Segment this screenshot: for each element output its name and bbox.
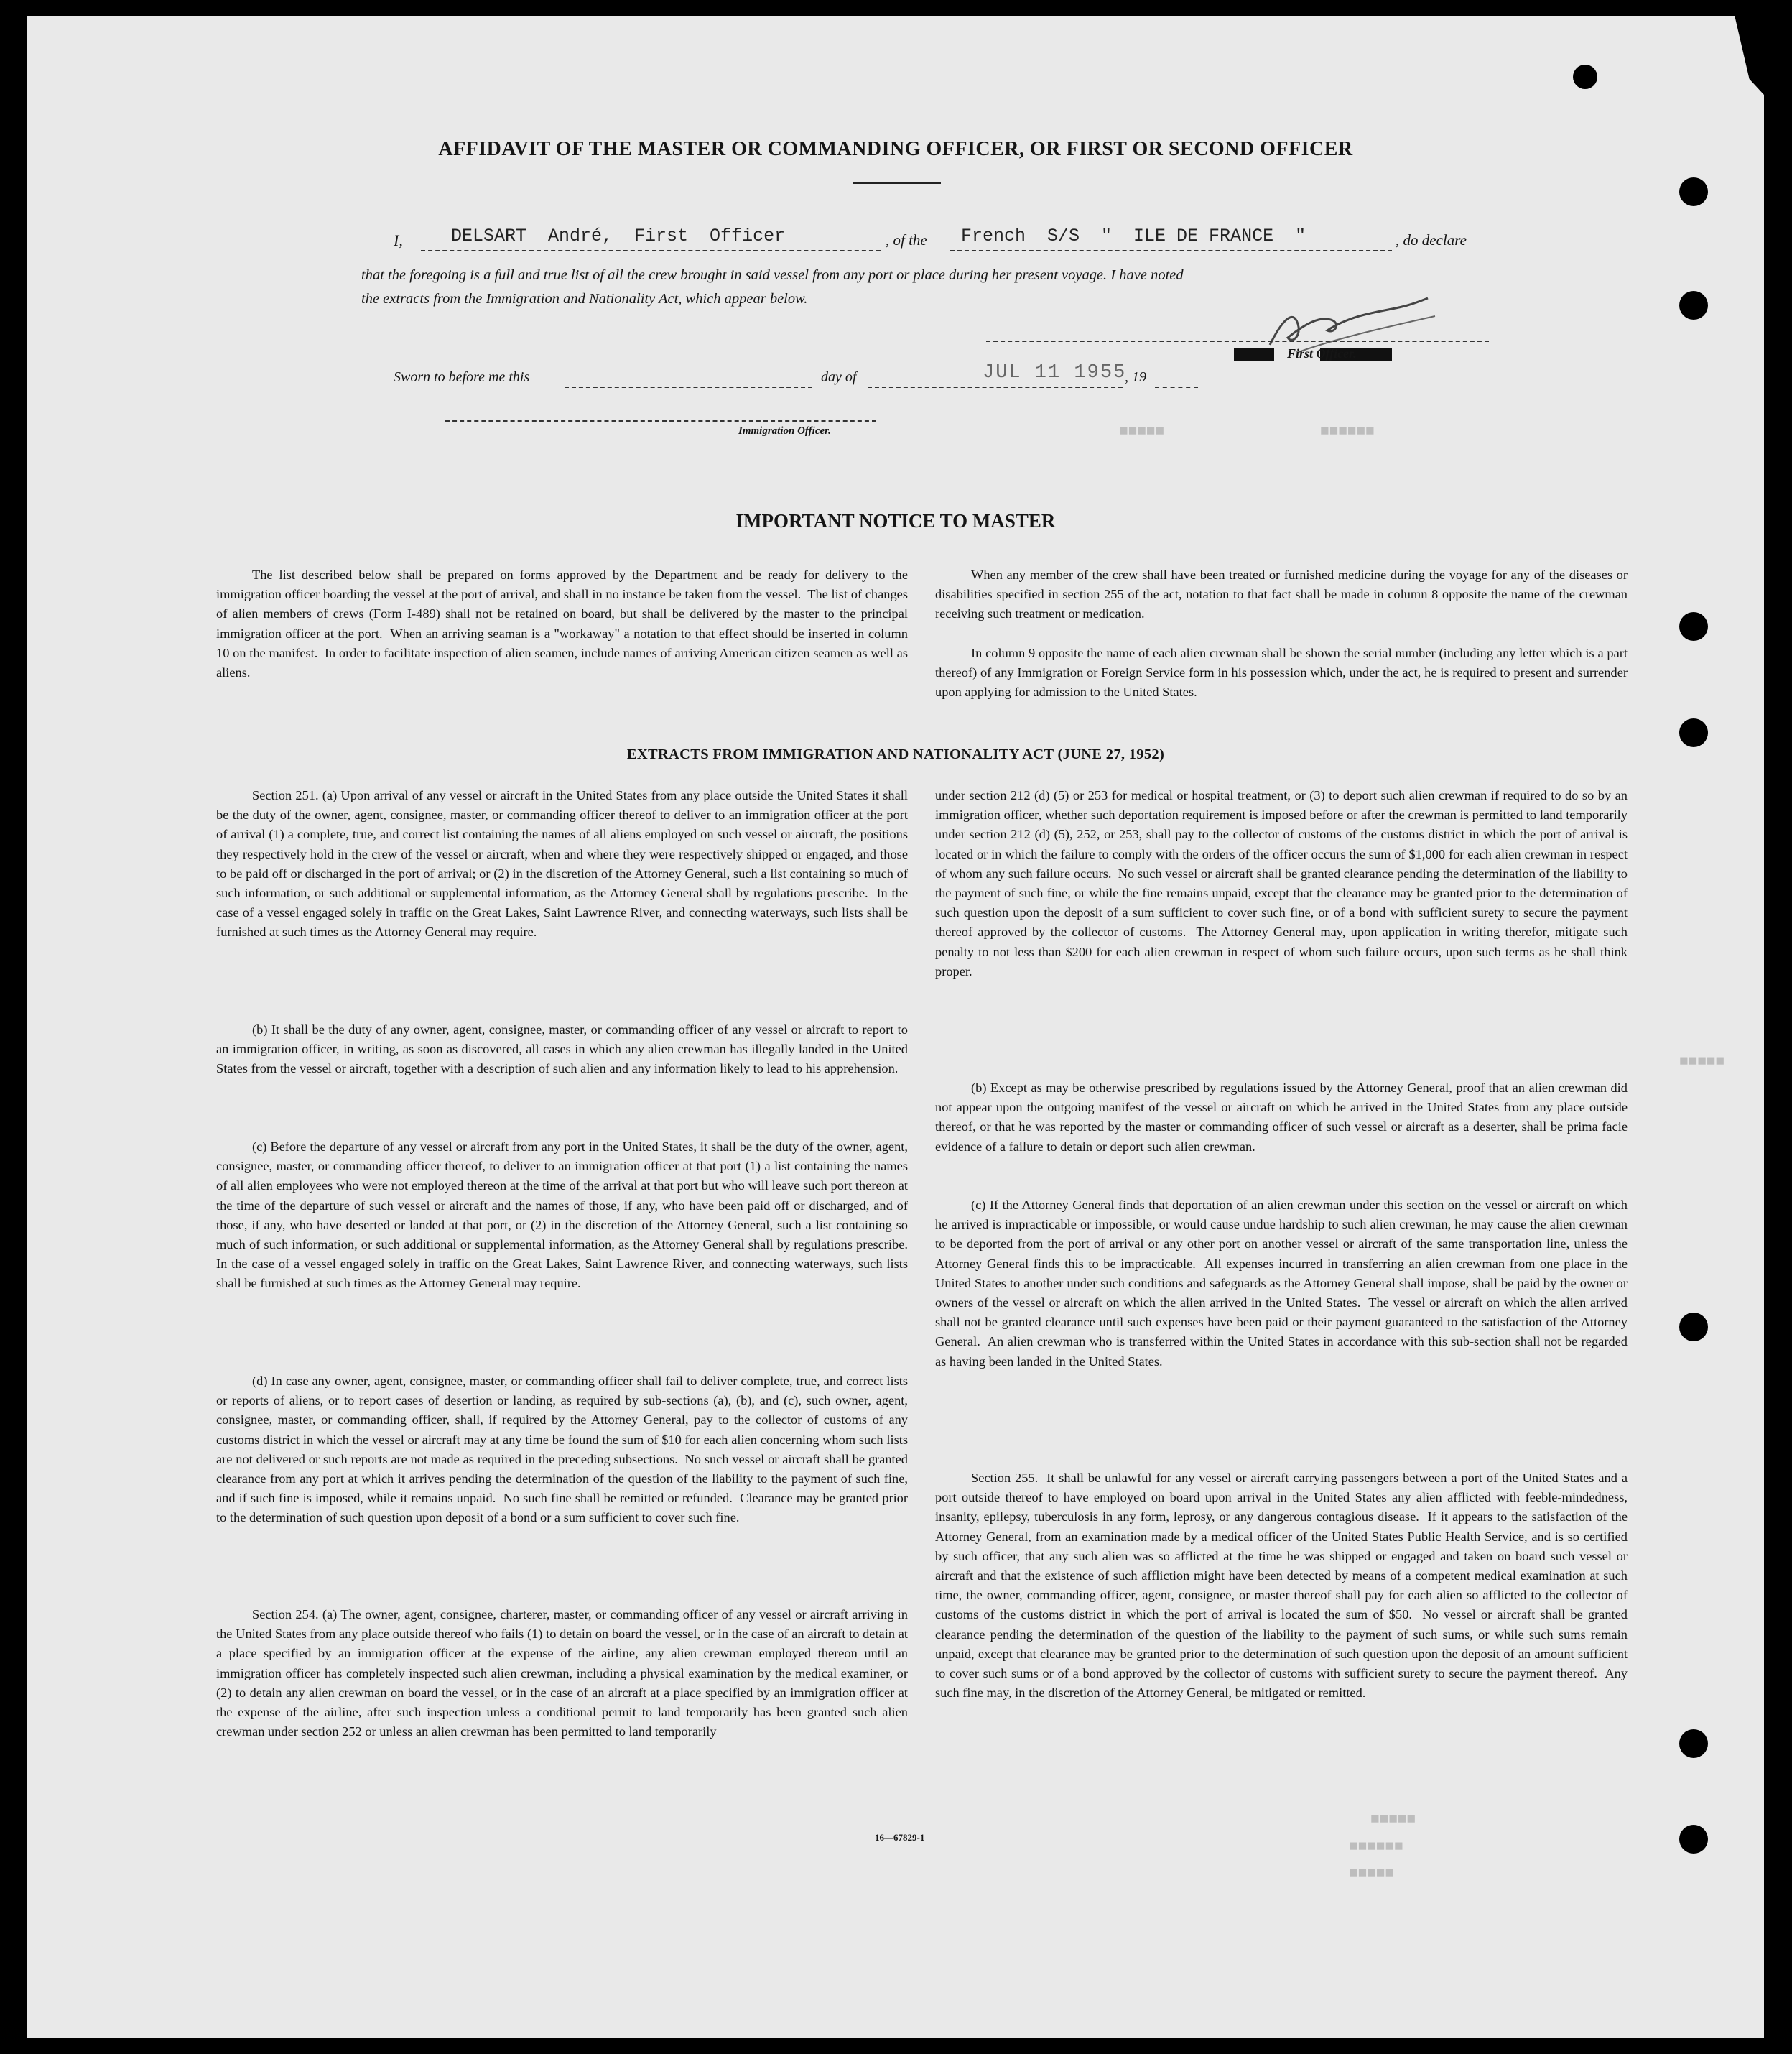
immigration-officer-caption: Immigration Officer. — [738, 425, 831, 437]
struck-word — [1234, 348, 1274, 361]
declaration-text-line2: that the foregoing is a full and true list of all the crew brought in said vessel from any port or place during her present voyage. I have noted — [361, 267, 1184, 283]
notice-left: The list described below shall be prepared on forms approved by the Department and be ready for delivery to the immigration officer boarding the vessel at the port of arrival, and shall in no instance be taken from the vessel. The list of changes of alien members of crews (Form I-489) shall not be retained on board, but shall be delivered by the master to the principal immigration officer at the port. When an arriving seaman is a "workaway" a notation to that effect should be inserted in column 10 on the manifest. In order to facilitate inspection of alien seamen, include names of arriving American citizen seamen as well as aliens. — [216, 568, 911, 680]
declaration-line — [394, 226, 1492, 254]
name-blank — [421, 250, 881, 251]
sworn-month-blank — [868, 387, 1123, 388]
sworn-line — [394, 362, 1212, 395]
section-251-d: (d) In case any owner, agent, consignee, master, or commanding officer shall fail to deliver complete, true, and correct lists or reports of aliens, or to report cases of desertion or landing, as required by sub-sections (a), (b), and (c), such owner, agent, consignee, master, or commanding officer, shall, if required by the Attorney General, pay to the collector of customs of any customs district in which the vessel or aircraft may at any time be found the sum of $10 for each alien concerning whom such lists are not delivered or such reports are not made as required in the preceding subsections. No such vessel or aircraft shall be granted clearance from any port at which it arrives pending the determination of the question of the liability to the payment of such fine, and if such fine is imposed, while it remains unpaid. No such fine shall be remitted or refunded. Clearance may be granted prior to the determination of such question upon deposit of a bond or a sum sufficient to cover such fine. — [216, 1374, 911, 1525]
notice-right-1: When any member of the crew shall have been treated or furnished medicine during the voyage for any of the diseases or disabilities specified in section 255 of the act, notation to that fact shall be made in column 8 opposite the name of the crewman receiving such treatment or medication. — [935, 568, 1631, 621]
officer-name: DELSART André, First Officer — [451, 226, 786, 246]
vessel-name: French S/S " ILE DE FRANCE " — [961, 226, 1306, 246]
sworn-label: Sworn to before me this — [394, 369, 530, 385]
day-of-label: day of — [821, 369, 857, 385]
vessel-blank — [950, 250, 1392, 251]
notice-right-2: In column 9 opposite the name of each alien crewman shall be shown the serial number (including any letter which is a part thereof) of any Immigration or Foreign Service form in his possession which, under the act, he is required to present and surrender upon applying for admission to the United States. — [935, 646, 1631, 700]
section-254-b: (b) Except as may be otherwise prescribed by regulations issued by the Attorney General, proof that an alien crewman did not appear upon the outgoing manifest of the vessel or aircraft on which he arrived in the United States from any place outside thereof, or that he was reported by the master or commanding officer of such vessel or aircraft as a deserter, shall be prima facie evidence of a failure to detain or deport such alien crewman. — [935, 1081, 1631, 1154]
year-blank — [1155, 387, 1198, 388]
date-stamp: JUL 11 1955 — [983, 362, 1127, 384]
section-251-b: (b) It shall be the duty of any owner, agent, consignee, master, or commanding officer of any vessel or aircraft to report to an immigration officer, in writing, as soon as discovered, all cases in which any alien crewman has illegally landed in the United States from the vessel or aircraft, together with a description of such alien and any information likely to lead to his apprehension. — [216, 1022, 911, 1076]
section-254-c: (c) If the Attorney General finds that deportation of an alien crewman under this section on the vessel or aircraft on which he arrived is impracticable or impossible, or would cause undue hardship to such alien crewman, he may cause the alien crewman to be deported from the port of arrival or any other port on another vessel or aircraft of the same transportation line, unless the Attorney General finds this to be impracticable. All expenses incurred in transferring an alien crewman from one place in the United States to another under such conditions and safeguards as the Attorney General shall impose, shall be paid by the owner or owners of the vessel or aircraft on which the alien arrived in the United States. The vessel or aircraft on which the alien arrived shall not be granted clearance until such expenses have been paid or their payment guaranteed to the satisfaction of the Attorney General. An alien crewman who is transferred within the United States in accordance with this sub-section shall not be regarded as having been landed in the United States. — [935, 1198, 1631, 1369]
section-254-a-cont: under section 212 (d) (5) or 253 for medical or hospital treatment, or (3) to deport such alien crewman if required to do so by an immigration officer, whether such deportation requirement is imposed before or after the crewman is permitted to land temporarily under section 212 (d) (5), 252, or 253, shall pay to the collector of customs of the customs district in which the port of arrival is located or in which the failure to comply with the orders of the officer occurs the sum of $1,000 for each alien crewman in respect of whom any such failure occurs. No such vessel or aircraft shall be granted clearance pending the determination of the liability to the payment of such fine, or while the fine remains unpaid, except that the clearance may be granted prior to the determination of such question upon the deposit of a sum sufficient to cover such fine, or of a bond with sufficient surety to secure the payment thereof approved by the collector of customs. The Attorney General may, upon application in writing therefor, mitigate such penalty to not less than $200 for each alien crewman in respect of whom such failure occurs, upon such terms as he shall think proper. — [935, 788, 1631, 979]
signature-blank — [986, 341, 1489, 342]
immigration-officer-blank — [445, 420, 876, 422]
extracts-title: EXTRACTS FROM IMMIGRATION AND NATIONALITY ACT (JUNE 27, 1952) — [626, 746, 1165, 762]
form-number: 16—67829-1 — [875, 1832, 925, 1843]
do-declare-label: , do declare — [1396, 231, 1467, 249]
notice-title: IMPORTANT NOTICE TO MASTER — [735, 510, 1056, 532]
section-251-a: Section 251. (a) Upon arrival of any vessel or aircraft in the United States from any place outside the United States it shall be the duty of the owner, agent, consignee, master, or commanding officer thereof to deliver to an immigration officer at the port of arrival (1) a complete, true, and correct list containing the names of all aliens employed on such vessel or aircraft, the positions they respectively hold in the crew of the vessel or aircraft, when and where they were respectively shipped or engaged, and those to be paid off or discharged in the port of arrival; or (2) in the discretion of the Attorney General, such a list containing so much of such information, or such additional or supplemental information, as the Attorney General shall by regulations prescribe. In the case of a vessel engaged solely in traffic on the Great Lakes, Saint Lawrence River, and connecting waterways, such lists shall be furnished at such times as the Attorney General may require. — [216, 788, 911, 940]
declaration-text-line3: the extracts from the Immigration and Nationality Act, which appear below. — [361, 291, 808, 307]
officer-caption: First Officer. — [1287, 346, 1357, 361]
sworn-day-blank — [565, 387, 812, 388]
section-254-a: Section 254. (a) The owner, agent, consignee, charterer, master, or commanding officer of any vessel or aircraft arriving in the United States from any place outside thereof who fails (1) to detain on board the vessel, or in the case of an aircraft to detain at a place specified by an immigration officer at the expense of the airline, any alien crewman employed thereon until an immigration officer has completely inspected such alien crewman, including a physical examination by the medical examiner, or (2) to detain any alien crewman on board the vessel, or in the case of an aircraft at a place specified by an immigration officer at the expense of the airline, after such inspection unless a conditional permit to land temporarily has been granted such alien crewman under section 252 or unless an alien crewman has been permitted to land temporarily — [216, 1607, 911, 1739]
affidavit-title: AFFIDAVIT OF THE MASTER OR COMMANDING OFFICER, OR FIRST OR SECOND OFFICER — [438, 138, 1353, 160]
document-page: AFFIDAVIT OF THE MASTER OR COMMANDING OFFICER, OR FIRST OR SECOND OFFICER I, DELSART André, First Officer , of the French S/S " ILE DE FRANCE " , do declare that the foregoing is a full and true list of all the crew brought in said vessel from any port or place during her present voyage. I have noted the extracts from the Immigration and Nationality Act, which appear below. First Officer. Sworn to before me this day of JUL 11 1955 , 19 Immigration Officer. IMPORTANT NOTICE TO MASTER The list described below shall be prepared on forms approved by the Department and be ready for delivery to the immigration officer boarding the vessel at the port of arrival, and shall in no instance be taken from the vessel. The list of changes of alien members of crews (Form I-489) shall not be retained on board, but shall be delivered by the master to the principal immigration officer at the port. When an arriving seaman is a "workaway" a notation to that effect should be inserted in column 10 on the manifest. In order to facilitate inspection of alien seamen, include names of arriving American citizen seamen as well as aliens. When any member of the crew shall have been treated or furnished medicine during the voyage for any of the diseases or disabilities specified in section 255 of the act, notation to that fact shall be made in column 8 opposite the name of the crewman receiving such treatment or medication. In column 9 opposite the name of each alien crewman shall be shown the serial number (including any letter which is a part thereof) of any Immigration or Foreign Service form in his possession which, under the act, he is required to present and surrender upon applying for admission to the United States. EXTRACTS FROM IMMIGRATION AND NATIONALITY ACT (JUNE 27, 1952) Section 251. (a) Upon arrival of any vessel or aircraft in the United States from any place outside the United States it shall be the duty of the owner, agent, consignee, master, or commanding officer thereof to deliver to an immigration officer at the port of arrival (1) a complete, true, and correct list containing the names of all aliens employed on such vessel or aircraft, the positions they respectively hold in the crew of the vessel or aircraft, when and where they were respectively shipped or engaged, and those to be paid off or discharged in the port of arrival; or (2) in the discretion of the Attorney General, such a list containing so much of such information, or such additional or supplemental information, as the Attorney General shall by regulations prescribe. In the case of a vessel engaged solely in traffic on the Great Lakes, Saint Lawrence River, and connecting waterways, such lists shall be furnished at such times as the Attorney General may require. (b) It shall be the duty of any owner, agent, consignee, master, or commanding officer of any vessel or aircraft to report to an immigration officer, in writing, as soon as discovered, all cases in which any alien crewman has illegally landed in the United States from the vessel or aircraft, together with a description of such alien and any information likely to lead to his apprehension. (c) Before the departure of any vessel or aircraft from any port in the United States, it shall be the duty of the owner, agent, consignee, master, or commanding officer thereof, to deliver to an immigration officer at that port (1) a list containing the names of all alien employees who were not employed thereon at the time of the arrival at that port but who will leave such port thereon at the time of the departure of such vessel or aircraft and the names of those, if any, who have been paid off or discharged, and of those, if any, who have deserted or landed at that port, or (2) in the discretion of the Attorney General, such a list containing so much of such information, or such additional or supplemental information, as the Attorney General shall by regulations prescribe. In the case of a vessel engaged solely in traffic on the Great Lakes, Saint Lawrence River, and connecting waterways, such lists shall be furnished at such times as the Attorney General may require. (d) In case any owner, agent, consignee, master, or commanding officer shall fail to deliver complete, true, and correct lists or reports of aliens, or to report cases of desertion or landing, as required by sub-sections (a), (b), and (c), such owner, agent, consignee, master, or commanding officer, shall, if required by the Attorney General, pay to the collector of customs of any customs district in which the vessel or aircraft may at any time be found the sum of $10 for each alien concerning whom such lists are not delivered or such reports are not made as required in the preceding subsections. No such vessel or aircraft shall be granted clearance from any port at which it arrives pending the determination of the question of the liability to the payment of such fine, and if such fine is imposed, while it remains unpaid. No such fine shall be remitted or refunded. Clearance may be granted prior to the determination of such question upon deposit of a bond or a sum sufficient to cover such fine. Section 254. (a) The owner, agent, consignee, charterer, master, or commanding officer of any vessel or aircraft arriving in the United States from any place outside thereof who fails (1) to detain on board the vessel, or in the case of an aircraft to detain at a place specified by an immigration officer at the expense of the airline, any alien crewman employed thereon until an immigration officer has completely inspected such alien crewman, including a physical examination by the medical examiner, or (2) to detain any alien crewman on board the vessel, or in the case of an aircraft at a place specified by an immigration officer at the expense of the airline, after such inspection unless a conditional permit to land temporarily has been granted such alien crewman under section 252 or unless an alien crewman has been permitted to land temporarily under section 212 (d) (5) or 253 for medical or hospital treatment, or (3) to deport such alien crewman if required to do so by an immigration officer, whether such deportation requirement is imposed before or after the crewman is permitted to land temporarily under section 212 (d) (5), 252, or 253, shall pay to the collector of customs of the customs district in which the port of arrival is located or in which the failure to comply with the orders of the officer occurs the sum of $1,000 for each alien crewman in respect of whom any such failure occurs. No such vessel or aircraft shall be granted clearance pending the determination of the liability to the payment of such fine, or while the fine remains unpaid, except that the clearance may be granted prior to the determination of such question upon the deposit of a sum sufficient to cover such fine, or of a bond with sufficient surety to secure the payment thereof approved by the collector of customs. The Attorney General may, upon application in writing therefor, mitigate such penalty to not less than $200 for each alien crewman in respect of whom such failure occurs, upon such terms as he shall think proper. (b) Except as may be otherwise prescribed by regulations issued by the Attorney General, proof that an alien crewman did not appear upon the outgoing manifest of the vessel or aircraft on which he arrived in the United States from any place outside thereof, or that he was reported by the master or commanding officer of such vessel or aircraft as a deserter, shall be prima facie evidence of a failure to detain or deport such alien crewman. (c) If the Attorney General finds that deportation of an alien crewman under this section on the vessel or aircraft on which he arrived is impracticable or impossible, or would cause undue hardship to such alien crewman, he may cause the alien crewman to be deported from the port of arrival or any other port on another vessel or aircraft of the same transportation line, unless the Attorney General finds this to be impracticable. All expenses incurred in transferring an alien crewman from one place in the United States to another under such conditions and safeguards as the Attorney General shall impose, shall be paid by the owner or owners of the vessel or aircraft on which the alien arrived in the United States. The vessel or aircraft on which the alien arrived shall not be granted clearance until such expenses have been paid or their payment guaranteed to the satisfaction of the Attorney General. An alien crewman who is transferred within the United States in accordance with this sub-section shall not be regarded as having been landed in the United States. Section 255. It shall be unlawful for any vessel or aircraft carrying passengers between a port of the United States and a port outside thereof to have employed on board upon arrival in the United States any alien afflicted with feeble-mindedness, insanity, epilepsy, tuberculosis in any form, leprosy, or any dangerous contagious disease. If it appears to the satisfaction of the Attorney General, from an examination made by a medical officer of the United States Public Health Service, and is so certified by such officer, that any such alien was so afflicted at the time he was shipped or engaged and taken on board such vessel or aircraft and that the existence of such affliction might have been detected by means of a competent medical examination at such time, the owner, commanding officer, agent, consignee, or master thereof shall pay for each alien so afflicted to the collector of customs of the customs district in which the port of arrival is located the sum of $50. No vessel or aircraft shall be granted clearance pending the determination of the question of the liability to the payment of such sums, or while such sums remain unpaid, except that clearance may be granted prior to the determination of such question upon the deposit of an amount sufficient to cover such sums or of a bond approved by the collector of customs with sufficient surety to secure the payment thereof. Any such fine may, in the discretion of the Attorney General, be mitigated or remitted. 16—67829-1 ■■■■■ ■■■■■■ ■■■■■ ■■■■■ ■■■■■■ ■■■■■ — [27, 16, 1764, 2038]
section-255: Section 255. It shall be unlawful for any vessel or aircraft carrying passengers between a port of the United States and a port outside thereof to have employed on board upon arrival in the United States any alien afflicted with feeble-mindedness, insanity, epilepsy, tuberculosis in any form, leprosy, or any dangerous contagious disease. If it appears to the satisfaction of the Attorney General, from an examination made by a medical officer of the United States Public Health Service, and is so certified by such officer, that any such alien was so afflicted at the time he was shipped or engaged and taken on board such vessel or aircraft and that the existence of such affliction might have been detected by means of a competent medical examination at such time, the owner, commanding officer, agent, consignee, or master thereof shall pay for each alien so afflicted to the collector of customs of the customs district in which the port of arrival is located the sum of $50. No vessel or aircraft shall be granted clearance pending the determination of the question of the liability to the payment of such sums, or while such sums remain unpaid, except that clearance may be granted prior to the determination of such question upon the deposit of an amount sufficient to cover such sums or of a bond approved by the collector of customs with sufficient surety to secure the payment thereof. Any such fine may, in the discretion of the Attorney General, be mitigated or remitted. — [935, 1471, 1631, 1701]
section-251-c: (c) Before the departure of any vessel or aircraft from any port in the United States, it shall be the duty of the owner, agent, consignee, master, or commanding officer thereof, to deliver to an immigration officer at that port (1) a list containing the names of all alien employees who were not employed thereon at the time of the arrival at that port but who will leave such port thereon at the time of the departure of such vessel or aircraft and the names of those, if any, who have been paid off or discharged, and of those, if any, who have deserted or landed at that port, or (2) in the discretion of the Attorney General, such a list containing so much of such information, or such additional or supplemental information, as the Attorney General shall by regulations prescribe. In the case of a vessel engaged solely in traffic on the Great Lakes, Saint Lawrence River, and connecting waterways, such lists shall be furnished at such times as the Attorney General may require. — [216, 1139, 915, 1291]
year-label: , 19 — [1125, 369, 1146, 385]
title-rule — [853, 182, 941, 184]
of-the-label: , of the — [886, 231, 927, 249]
declarant-prefix: I, — [394, 231, 403, 249]
